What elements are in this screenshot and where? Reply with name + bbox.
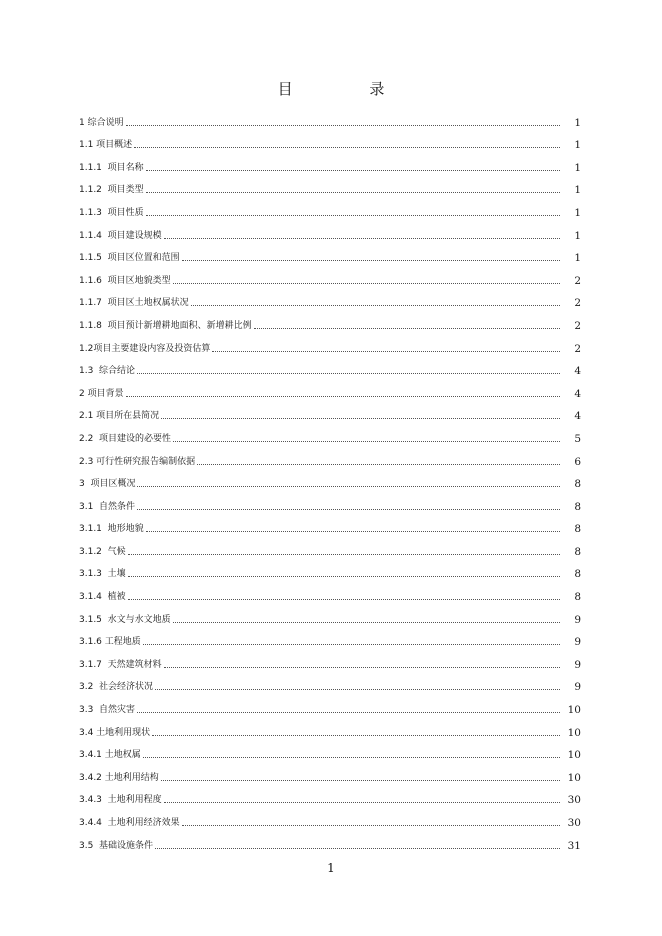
toc-entry-page: 1	[574, 252, 581, 265]
dot-leader	[164, 666, 560, 668]
toc-entry[interactable]	[79, 671, 581, 694]
toc-entry[interactable]	[79, 377, 581, 400]
toc-entry-page: 4	[574, 410, 581, 423]
toc-entry[interactable]	[79, 648, 581, 671]
toc-entry-page: 2	[574, 319, 581, 332]
toc-entry[interactable]	[79, 513, 581, 536]
toc-entry-page: 30	[567, 794, 581, 807]
page-number: 1	[327, 861, 335, 875]
toc-entry-page: 9	[574, 613, 581, 626]
toc-entry[interactable]	[79, 174, 581, 197]
toc-entry-label: 2 项目背景	[79, 388, 124, 399]
toc-entry[interactable]	[79, 558, 581, 581]
toc-entry[interactable]	[79, 716, 581, 739]
toc-title: 目 录	[277, 80, 421, 98]
toc-entry-page: 9	[574, 636, 581, 649]
dot-leader	[173, 282, 560, 284]
toc-entry[interactable]	[79, 806, 581, 829]
dot-leader	[173, 440, 560, 442]
toc-entry-page: 1	[574, 206, 581, 219]
toc-entry-page: 1	[574, 229, 581, 242]
dot-leader	[146, 191, 560, 193]
toc-entry-label: 1.3 综合结论	[79, 366, 136, 377]
toc-entry[interactable]	[79, 761, 581, 784]
toc-entry-page: 4	[574, 387, 581, 400]
toc-entry-label: 3.1.2 气候	[79, 546, 126, 557]
toc-entry-label: 1.1 项目概述	[79, 140, 133, 151]
dot-leader	[128, 553, 560, 555]
toc-entry-label: 1.1.8 项目预计新增耕地面积、新增耕比例	[79, 320, 252, 331]
dot-leader	[143, 643, 560, 645]
toc-entry-label: 3.1.3 土壤	[79, 569, 126, 580]
dot-leader	[152, 734, 560, 736]
toc-entry[interactable]	[79, 196, 581, 219]
toc-entry-label: 3.4.4 土地利用经济效果	[79, 818, 180, 828]
toc-entry-label: 2.3 可行性研究报告编制依据	[79, 456, 196, 467]
toc-entry-page: 2	[574, 342, 581, 355]
dot-leader	[137, 372, 560, 374]
dot-leader	[128, 575, 560, 577]
dot-leader	[146, 214, 560, 216]
toc-entry-label: 1 综合说明	[79, 117, 124, 128]
toc-entry[interactable]	[79, 129, 581, 152]
toc-entry-label: 3.4.1 土地权属	[79, 750, 141, 761]
dot-leader	[128, 598, 560, 600]
toc-entry-label: 3.1.1 地形地貌	[79, 524, 144, 535]
toc-entry[interactable]	[79, 355, 581, 378]
toc-entry-label: 3.2 社会经济状况	[79, 682, 154, 693]
toc-entry-label: 1.1.7 项目区土地权属状况	[79, 298, 189, 309]
toc-entry[interactable]	[79, 309, 581, 332]
toc-entry[interactable]	[79, 151, 581, 174]
toc-entry-label: 1.1.1 项目名称	[79, 162, 144, 173]
toc-entry-page: 10	[567, 771, 581, 784]
toc-entry-page: 6	[574, 455, 581, 468]
toc-entry-page: 2	[574, 274, 581, 287]
toc-entry-page: 2	[574, 297, 581, 310]
toc-entry[interactable]	[79, 626, 581, 649]
dot-leader	[155, 688, 560, 690]
toc-entry[interactable]	[79, 219, 581, 242]
dot-leader	[191, 304, 560, 306]
toc-entry[interactable]	[79, 535, 581, 558]
toc-entry[interactable]	[79, 400, 581, 423]
dot-leader	[164, 237, 560, 239]
toc-entry-page: 1	[574, 184, 581, 197]
dot-leader	[155, 847, 560, 849]
dot-leader	[146, 169, 560, 171]
toc-entry-page: 9	[574, 658, 581, 671]
toc-entry-page: 1	[574, 161, 581, 174]
toc-entry-label: 3.3 自然灾害	[79, 705, 136, 716]
toc-entry-page: 8	[574, 500, 581, 513]
dot-leader	[137, 508, 560, 510]
dot-leader	[143, 756, 560, 758]
toc-entry[interactable]	[79, 784, 581, 807]
toc-entry[interactable]	[79, 468, 581, 491]
toc-entry-label: 1.1.2 项目类型	[79, 185, 144, 196]
toc-entry-label: 2.2 项目建设的必要性	[79, 433, 172, 444]
toc-entry[interactable]	[79, 332, 581, 355]
dot-leader	[254, 327, 560, 329]
toc-entry-page: 10	[567, 704, 581, 717]
toc-entry-label: 3.4.2 土地利用结构	[79, 772, 159, 783]
dot-leader	[161, 779, 560, 781]
toc-entry-label: 3.5 基础设施条件	[79, 840, 154, 851]
toc-entry-label: 1.2项目主要建设内容及投资估算	[79, 343, 211, 354]
dot-leader	[146, 530, 560, 532]
dot-leader	[137, 485, 560, 487]
toc-entry-label: 3.1 自然条件	[79, 501, 136, 512]
dot-leader	[182, 824, 560, 826]
toc-entry-page: 30	[567, 817, 581, 829]
toc-entry[interactable]	[79, 422, 581, 445]
toc-entry[interactable]	[79, 287, 581, 310]
toc-entry-page: 8	[574, 568, 581, 581]
dot-leader	[126, 395, 560, 397]
toc-entry[interactable]	[79, 693, 581, 716]
toc-entry-page: 5	[574, 432, 581, 445]
toc-entry-label: 2.1 项目所在县简况	[79, 411, 160, 422]
toc-entry-label: 3.4.3 土地利用程度	[79, 795, 162, 806]
toc-entry[interactable]	[79, 829, 581, 852]
toc-entry-page: 10	[567, 749, 581, 762]
dot-leader	[134, 146, 560, 148]
dot-leader	[182, 259, 560, 261]
toc-entry-label: 3.4 土地利用现状	[79, 727, 151, 738]
toc-entry-page: 1	[574, 139, 581, 152]
toc-entry-page: 10	[567, 726, 581, 739]
toc-entry-label: 1.1.5 项目区位置和范围	[79, 253, 180, 264]
toc-entry-page: 8	[574, 478, 581, 491]
toc-entry[interactable]	[79, 106, 581, 129]
dot-leader	[173, 621, 560, 623]
dot-leader	[197, 463, 560, 465]
toc-entry-page: 8	[574, 523, 581, 536]
table-of-contents	[79, 106, 581, 852]
toc-entry-label: 1.1.3 项目性质	[79, 207, 144, 218]
toc-entry-page: 31	[567, 839, 581, 852]
toc-entry[interactable]	[79, 580, 581, 603]
toc-entry-page: 9	[574, 681, 581, 694]
toc-entry-label: 1.1.6 项目区地貌类型	[79, 275, 171, 286]
dot-leader	[137, 711, 560, 713]
toc-entry-label: 3.1.5 水文与水文地质	[79, 614, 171, 625]
toc-entry[interactable]	[79, 490, 581, 513]
toc-entry-label: 1.1.4 项目建设规模	[79, 230, 162, 241]
dot-leader	[212, 350, 560, 352]
toc-entry-label: 3 项目区概况	[79, 479, 136, 490]
toc-entry-page: 4	[574, 365, 581, 378]
dot-leader	[161, 417, 560, 419]
toc-entry-page: 1	[574, 116, 581, 129]
toc-entry-label: 3.1.4 植被	[79, 592, 126, 603]
toc-entry[interactable]	[79, 445, 581, 468]
toc-entry[interactable]	[79, 739, 581, 762]
toc-entry[interactable]	[79, 242, 581, 265]
toc-entry[interactable]	[79, 603, 581, 626]
toc-entry-label: 3.1.6 工程地质	[79, 637, 141, 648]
toc-entry-page: 8	[574, 591, 581, 604]
dot-leader	[164, 801, 560, 803]
dot-leader	[126, 124, 560, 126]
toc-entry[interactable]	[79, 264, 581, 287]
toc-entry-label: 3.1.7 天然建筑材料	[79, 659, 162, 670]
toc-entry-page: 8	[574, 545, 581, 558]
